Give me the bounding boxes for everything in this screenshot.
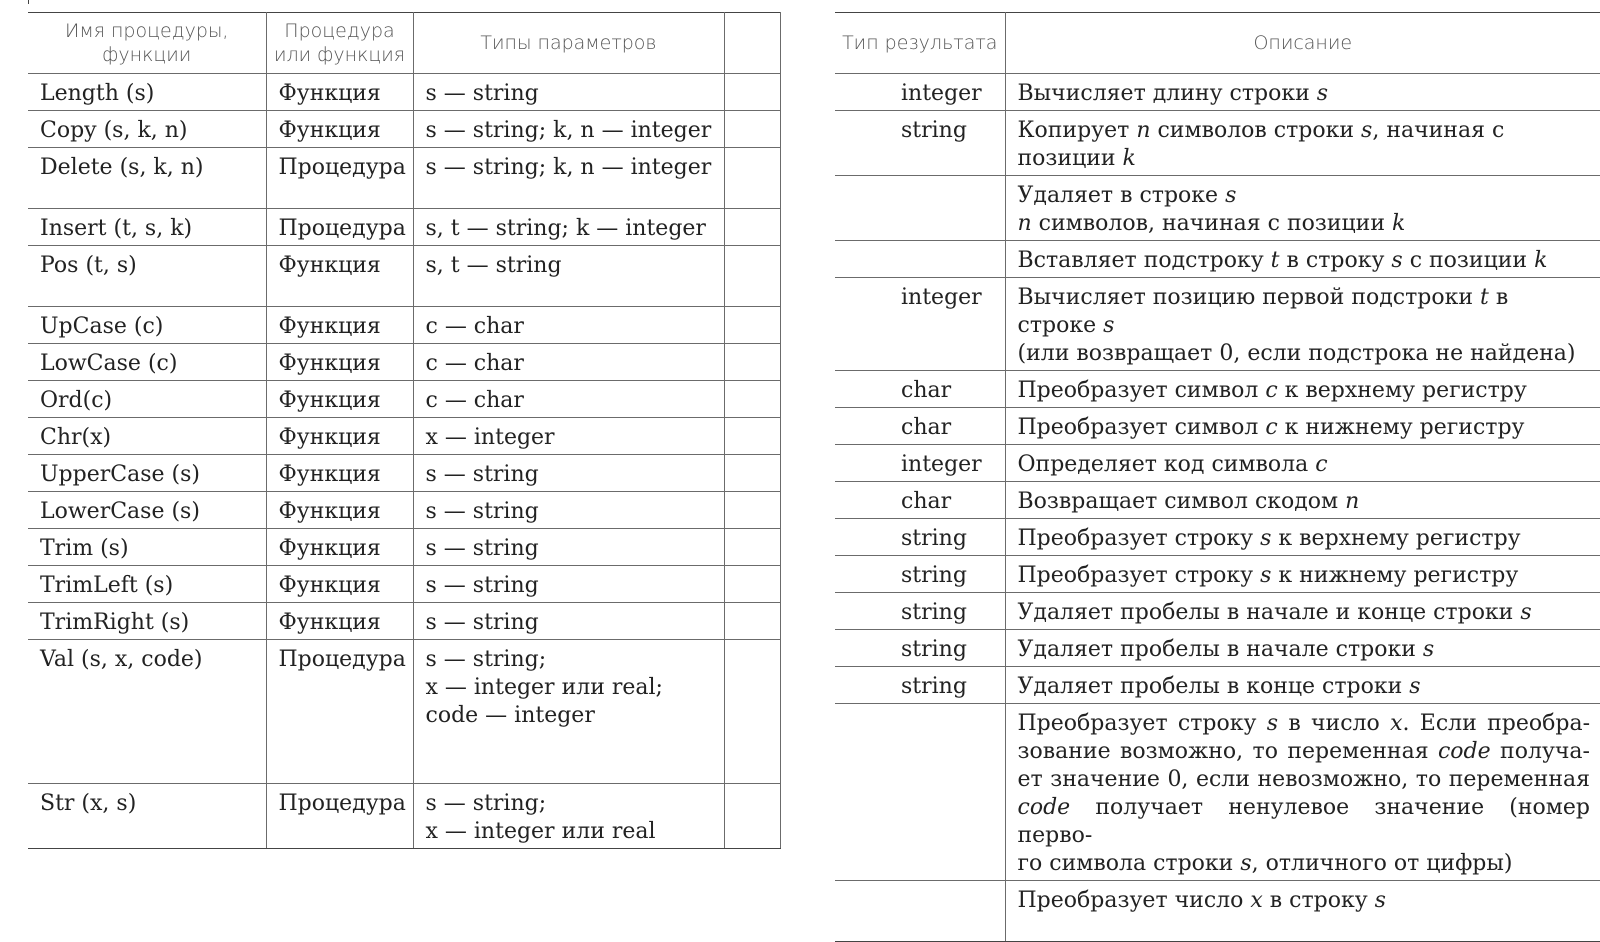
header-params: Типы параметров [413, 13, 724, 74]
variable-name: x [1250, 888, 1263, 913]
table-row [835, 482, 1600, 519]
cell-params [413, 455, 724, 492]
table-row [28, 566, 780, 603]
description-text: к верхнему регистру [1271, 526, 1521, 551]
cell-result-type: string [835, 593, 1005, 630]
variable-name: s [1520, 600, 1532, 625]
cell-description [1005, 704, 1600, 881]
table-row [28, 640, 780, 784]
description-text: Определяет код символа [1017, 452, 1316, 477]
description-line [1018, 377, 1591, 405]
cell-kind: Функция [266, 74, 413, 111]
variable-name: s [1103, 313, 1115, 338]
variable-name: s [1266, 711, 1279, 736]
variable-name: s [1422, 637, 1435, 662]
description-line [1018, 284, 1591, 340]
cell-spacer [724, 640, 780, 784]
cell-name: Insert (t, s, k) [28, 209, 266, 246]
description-line [1018, 887, 1591, 915]
cell-result-type: integer [835, 74, 1005, 111]
params-line: x — integer или real [425, 819, 656, 844]
cell-name: Val (s, x, code) [28, 640, 266, 784]
table-row [835, 241, 1600, 278]
cell-result-type [835, 241, 1005, 278]
description-text: (или возвращает 0, если подстрока не найдена) [1017, 341, 1576, 366]
table-row [28, 209, 780, 246]
params-line: s — string [425, 462, 539, 487]
variable-name: x [1390, 711, 1403, 736]
variable-name: t [1270, 248, 1280, 273]
cell-kind: Процедура [266, 640, 413, 784]
cell-name: LowCase (c) [28, 344, 266, 381]
description-text: зование возможно, то переменная [1017, 739, 1438, 764]
description-text: Преобразует символ [1017, 415, 1266, 440]
description-text: Преобразует строку [1017, 526, 1261, 551]
description-text: получает ненулевое значение (номер перво- [1017, 795, 1590, 848]
variable-name: s [1240, 851, 1252, 876]
cell-spacer [724, 307, 780, 344]
description-line [1018, 451, 1591, 479]
cell-description [1005, 667, 1600, 704]
cell-name: TrimRight (s) [28, 603, 266, 640]
variable-name: code [1017, 795, 1071, 820]
description-text: Удаляет пробелы в начале строки [1017, 637, 1423, 662]
description-text: с позиции [1402, 248, 1535, 273]
description-line [1018, 850, 1591, 878]
header-result-type: Тип результата [835, 13, 1005, 74]
description-text: ет значение 0, если невозможно, то переменная [1017, 767, 1590, 792]
table-row [28, 455, 780, 492]
cell-params [413, 418, 724, 455]
cell-params [413, 246, 724, 307]
cell-spacer [724, 381, 780, 418]
variable-name: c [1265, 415, 1278, 440]
params-line: s — string [425, 499, 539, 524]
description-line [1018, 738, 1591, 766]
cell-params [413, 344, 724, 381]
cell-name: Delete (s, k, n) [28, 148, 266, 209]
cell-result-type: string [835, 519, 1005, 556]
description-text: , отличного от цифры) [1251, 851, 1513, 876]
table-row [835, 593, 1600, 630]
cell-description [1005, 111, 1600, 176]
cell-params [413, 148, 724, 209]
description-text: Удаляет пробелы в начале и конце строки [1017, 600, 1521, 625]
table-header-row [835, 13, 1600, 74]
description-text: к верхнему регистру [1277, 378, 1527, 403]
table-row [835, 371, 1600, 408]
params-line: s — string; [425, 647, 547, 672]
variable-name: n [1345, 489, 1360, 514]
params-line: s — string [425, 536, 539, 561]
cell-params [413, 381, 724, 418]
description-text: Преобразует символ [1017, 378, 1266, 403]
description-line [1018, 340, 1591, 368]
params-line: s — string [425, 81, 539, 106]
header-spacer [724, 13, 780, 74]
table-row [28, 492, 780, 529]
cell-params [413, 492, 724, 529]
cell-spacer [724, 566, 780, 603]
cell-description [1005, 445, 1600, 482]
table-row [835, 111, 1600, 176]
params-line: s — string [425, 610, 539, 635]
variable-name: s [1409, 674, 1421, 699]
variable-name: n [1017, 211, 1032, 236]
cell-result-type: char [835, 408, 1005, 445]
params-line: s — string; [425, 791, 547, 816]
params-line: s — string; k, n — integer [425, 155, 712, 180]
cell-result-type: string [835, 556, 1005, 593]
cell-kind: Функция [266, 492, 413, 529]
variable-name: s [1225, 183, 1237, 208]
params-line: s, t — string [425, 253, 562, 278]
description-text: Преобразует строку [1017, 711, 1267, 736]
description-line [1018, 525, 1591, 553]
description-text: Преобразует строку [1017, 563, 1261, 588]
description-text: в строку [1279, 248, 1392, 273]
description-line [1018, 414, 1591, 442]
description-line [1018, 794, 1591, 850]
description-line [1018, 488, 1591, 516]
cell-result-type: string [835, 667, 1005, 704]
cell-params [413, 566, 724, 603]
table-row [835, 176, 1600, 241]
cell-params [413, 74, 724, 111]
params-line: s — string; k, n — integer [425, 118, 712, 143]
cell-result-type [835, 881, 1005, 942]
cell-result-type: char [835, 371, 1005, 408]
description-text: , начиная с позиции [1017, 118, 1505, 171]
cell-name: Str (x, s) [28, 784, 266, 849]
table-row [28, 74, 780, 111]
cell-spacer [724, 246, 780, 307]
cell-spacer [724, 603, 780, 640]
table-row [28, 111, 780, 148]
params-line: code — integer [425, 703, 595, 728]
variable-name: k [1391, 211, 1406, 236]
cell-spacer [724, 492, 780, 529]
description-line [1018, 247, 1591, 275]
cell-name: LowerCase (s) [28, 492, 266, 529]
description-text: символов, начиная с позиции [1031, 211, 1392, 236]
cell-result-type: integer [835, 278, 1005, 371]
variable-name: c [1265, 378, 1278, 403]
description-text: Удаляет в строке [1017, 183, 1226, 208]
header-kind: Процедура или функция [266, 13, 413, 74]
cell-description [1005, 881, 1600, 942]
variable-name: s [1316, 81, 1329, 106]
table-row [835, 630, 1600, 667]
cell-kind: Функция [266, 246, 413, 307]
header-name: Имя процедуры, функции [28, 13, 266, 74]
description-line [1018, 599, 1591, 627]
description-line [1018, 562, 1591, 590]
description-line [1018, 117, 1591, 173]
description-text: Преобразует число [1017, 888, 1251, 913]
description-text: к нижнему регистру [1277, 415, 1525, 440]
table-row [835, 881, 1600, 942]
table-row [835, 704, 1600, 881]
cell-description [1005, 482, 1600, 519]
table-row [28, 381, 780, 418]
variable-name: code [1437, 739, 1491, 764]
table-row [835, 74, 1600, 111]
cell-spacer [724, 344, 780, 381]
table-row [28, 344, 780, 381]
table-row [28, 307, 780, 344]
cell-description [1005, 74, 1600, 111]
table-row [835, 667, 1600, 704]
cell-kind: Функция [266, 603, 413, 640]
table-row [835, 408, 1600, 445]
cell-kind: Функция [266, 566, 413, 603]
description-line [1018, 80, 1591, 108]
cell-name: Length (s) [28, 74, 266, 111]
cell-description [1005, 176, 1600, 241]
description-text: к нижнему регистру [1271, 563, 1519, 588]
variable-name: k [1534, 248, 1548, 273]
cell-spacer [724, 74, 780, 111]
cell-name: Ord(c) [28, 381, 266, 418]
table-row [835, 445, 1600, 482]
cell-kind: Процедура [266, 148, 413, 209]
cell-params [413, 640, 724, 784]
cell-description [1005, 593, 1600, 630]
description-text: . Если преобра- [1402, 711, 1590, 736]
cell-spacer [724, 148, 780, 209]
params-line: x — integer или real; [425, 675, 663, 700]
cell-spacer [724, 529, 780, 566]
table-row [28, 148, 780, 209]
description-text: в строку [1262, 888, 1375, 913]
description-line [1018, 766, 1591, 794]
cell-description [1005, 556, 1600, 593]
description-text: в число [1278, 711, 1391, 736]
params-line: c — char [425, 351, 524, 376]
header-description: Описание [1005, 13, 1600, 74]
params-line: s, t — string; k — integer [425, 216, 706, 241]
variable-name: s [1361, 118, 1373, 143]
description-text: Удаляет пробелы в конце строки [1017, 674, 1410, 699]
description-text: в строке [1017, 285, 1509, 338]
cell-name: UpCase (c) [28, 307, 266, 344]
cell-kind: Функция [266, 381, 413, 418]
description-text: Возвращает символ скодом [1017, 489, 1346, 514]
description-line [1018, 210, 1591, 238]
cell-result-type: char [835, 482, 1005, 519]
table-header-row [28, 13, 780, 74]
cell-description [1005, 519, 1600, 556]
cell-result-type: string [835, 630, 1005, 667]
cell-description [1005, 408, 1600, 445]
cell-params [413, 111, 724, 148]
variable-name: n [1136, 118, 1151, 143]
cell-description [1005, 241, 1600, 278]
cell-name: TrimLeft (s) [28, 566, 266, 603]
procedures-table-right [835, 12, 1600, 942]
cell-params [413, 307, 724, 344]
params-line: x — integer [425, 425, 555, 450]
cell-description [1005, 278, 1600, 371]
table-row [835, 519, 1600, 556]
cell-result-type: integer [835, 445, 1005, 482]
description-text: Вставляет подстроку [1017, 248, 1271, 273]
params-line: s — string [425, 573, 539, 598]
cell-name: Pos (t, s) [28, 246, 266, 307]
procedures-table-left [28, 12, 781, 849]
description-line [1018, 636, 1591, 664]
cell-kind: Функция [266, 455, 413, 492]
cell-name: Chr(x) [28, 418, 266, 455]
variable-name: t [1480, 285, 1489, 310]
params-line: c — char [425, 314, 524, 339]
table-row [28, 529, 780, 566]
variable-name: c [1315, 452, 1328, 477]
corner-mark [28, 0, 37, 4]
cell-result-type [835, 176, 1005, 241]
cell-name: Trim (s) [28, 529, 266, 566]
table-row [28, 784, 780, 849]
description-text: Вычисляет позицию первой подстроки [1017, 285, 1481, 310]
cell-spacer [724, 455, 780, 492]
cell-params [413, 603, 724, 640]
table-row [835, 278, 1600, 371]
cell-result-type: string [835, 111, 1005, 176]
cell-kind: Функция [266, 529, 413, 566]
table-row [28, 603, 780, 640]
cell-description [1005, 371, 1600, 408]
description-line [1018, 673, 1591, 701]
description-text: Копирует [1017, 118, 1137, 143]
variable-name: s [1391, 248, 1403, 273]
variable-name: k [1122, 146, 1136, 171]
cell-kind: Функция [266, 344, 413, 381]
cell-spacer [724, 418, 780, 455]
cell-name: Copy (s, k, n) [28, 111, 266, 148]
cell-kind: Функция [266, 307, 413, 344]
variable-name: s [1374, 888, 1386, 913]
cell-kind: Процедура [266, 209, 413, 246]
cell-result-type [835, 704, 1005, 881]
description-text: го символа строки [1017, 851, 1241, 876]
table-row [835, 556, 1600, 593]
cell-spacer [724, 784, 780, 849]
params-line: c — char [425, 388, 524, 413]
cell-name: UpperCase (s) [28, 455, 266, 492]
description-line [1018, 182, 1591, 210]
cell-params [413, 529, 724, 566]
cell-params [413, 784, 724, 849]
description-text: Вычисляет длину строки [1017, 81, 1317, 106]
table-row [28, 418, 780, 455]
cell-kind: Процедура [266, 784, 413, 849]
cell-kind: Функция [266, 111, 413, 148]
variable-name: s [1260, 526, 1272, 551]
description-line [1018, 710, 1591, 738]
description-text: получа- [1490, 739, 1590, 764]
cell-params [413, 209, 724, 246]
table-row [28, 246, 780, 307]
cell-spacer [724, 209, 780, 246]
cell-spacer [724, 111, 780, 148]
cell-kind: Функция [266, 418, 413, 455]
variable-name: s [1260, 563, 1272, 588]
description-text: символов строки [1150, 118, 1362, 143]
cell-description [1005, 630, 1600, 667]
